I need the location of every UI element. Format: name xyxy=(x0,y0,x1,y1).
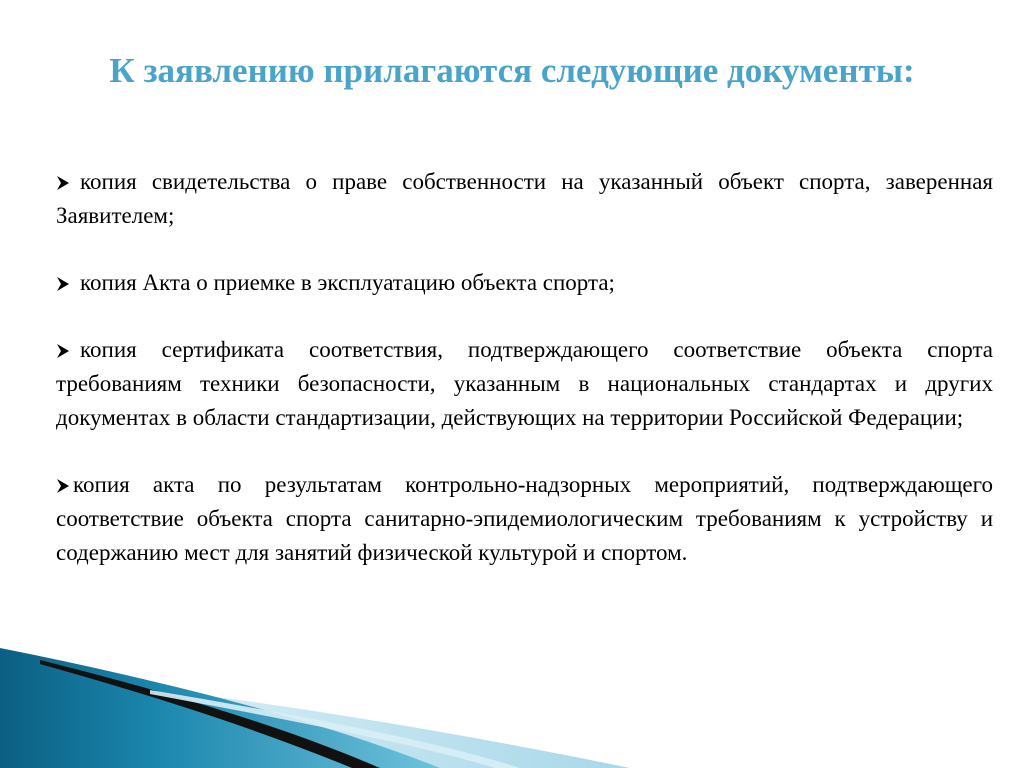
list-item xyxy=(56,165,993,233)
arrowhead-bullet-icon xyxy=(56,476,70,492)
list-item-text: копия сертификата соответствия, подтверждающего соответствие объекта спорта требованиям техники безопасности, указанным в национальных стандартах и других документах в области стандартизации, действующих на территории Российской Федерации; xyxy=(56,337,993,430)
documents-list xyxy=(56,165,993,570)
list-item xyxy=(56,468,993,570)
list-item-text: копия акта по результатам контрольно-надзорных мероприятий, подтверждающего соответствие объекта спорта санитарно-эпидемиологическим требованиям к устройству и содержанию мест для занятий физической культурой и спортом. xyxy=(56,472,993,565)
list-item-text: копия Акта о приемке в эксплуатацию объекта спорта; xyxy=(80,270,615,295)
arrowhead-bullet-icon xyxy=(56,173,70,189)
arrowhead-bullet-icon xyxy=(56,341,70,357)
list-item-text: копия свидетельства о праве собственности на указанный объект спорта, заверенная Заявителем; xyxy=(56,169,993,228)
wave-dark-band xyxy=(0,648,440,768)
arrowhead-bullet-icon xyxy=(56,274,70,290)
slide-title: К заявлению прилагаются следующие документы: xyxy=(109,51,915,90)
list-item xyxy=(56,266,993,300)
list-item xyxy=(56,333,993,435)
wave-light-band xyxy=(0,672,630,768)
wave-pale-stripe xyxy=(150,690,520,768)
wave-black-stripe xyxy=(40,660,380,768)
